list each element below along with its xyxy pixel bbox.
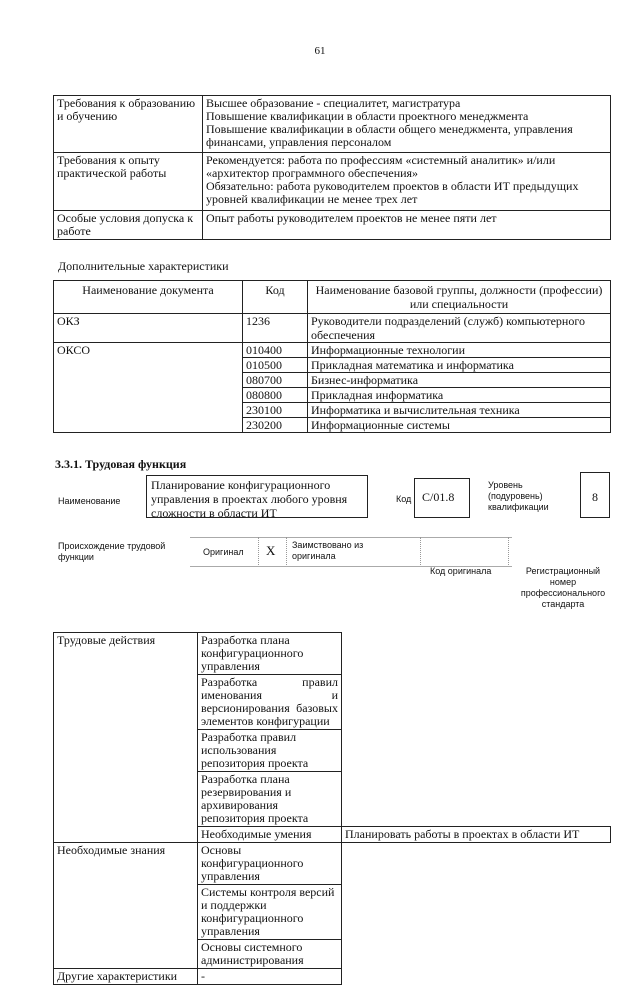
header-name: Наименование базовой группы, должности (профессии) или специальности: [308, 281, 611, 314]
borrowed-label: Заимствовано из оригинала: [292, 540, 364, 561]
code-original-label: Код оригинала: [430, 566, 492, 576]
code-cell: 1236: [243, 314, 308, 343]
function-code-box: C/01.8: [414, 478, 470, 518]
value-line: Опыт работы руководителем проектов не менее пяти лет: [206, 211, 497, 225]
name-cell: Бизнес-информатика: [308, 373, 611, 388]
table-row: [54, 153, 611, 211]
knowledge-item: Системы контроля версий и поддержки конфигурационного управления: [198, 885, 342, 940]
code-cell: 230200: [243, 418, 308, 433]
doc-cell: ОКЗ: [54, 314, 243, 343]
table-header: [54, 281, 611, 314]
level-box: 8: [580, 472, 610, 518]
name-cell: Информатика и вычислительная техника: [308, 403, 611, 418]
additional-table: [53, 280, 611, 433]
value-line: Повышение квалификации в области проектного менеджмента: [206, 109, 529, 123]
table-row: [54, 211, 611, 240]
table-row: [54, 314, 611, 343]
value-line: Высшее образование - специалитет, магистратура: [206, 96, 461, 110]
name-cell: Прикладная математика и информатика: [308, 358, 611, 373]
value-line: Рекомендуется: работа по профессиям «системный аналитик» и/или «архитектор программного обеспечения»: [206, 153, 556, 180]
knowledge-label: Необходимые знания: [54, 843, 198, 969]
section-title: 3.3.1. Трудовая функция: [55, 457, 187, 471]
table-row: [54, 343, 611, 358]
level-label: Уровень (подуровень) квалификации: [488, 480, 549, 512]
table-row: [54, 96, 611, 153]
header-code: Код: [243, 281, 308, 314]
row-label: Требования к образованию и обучению: [54, 96, 203, 153]
skill-item: Планировать работы в проектах в области ИТ: [342, 827, 611, 843]
table-row: [54, 969, 611, 985]
origin-divider: [286, 537, 288, 565]
labor-label: Трудовые действия: [54, 633, 198, 843]
row-label: Требования к опыту практической работы: [54, 153, 203, 211]
reg-number-label: Регистрационный номер профессионального стандарта: [520, 566, 606, 609]
origin-divider: [258, 537, 260, 565]
action-text: Разработка правил именования и версионирования базовых элементов конфигурации: [201, 675, 338, 728]
skills-label: Необходимые умения: [198, 827, 342, 843]
origin-label: Происхождение трудовой функции: [58, 541, 166, 562]
name-cell: Информационные технологии: [308, 343, 611, 358]
code-cell: 010400: [243, 343, 308, 358]
function-name-box: Планирование конфигурационного управления в проектах любого уровня сложности в области ИТ: [146, 475, 368, 518]
page-number: 61: [314, 45, 326, 57]
other-label: Другие характеристики: [54, 969, 198, 985]
action-item: [198, 675, 342, 730]
table-row: [54, 843, 611, 885]
code-cell: 080700: [243, 373, 308, 388]
code-cell: 080800: [243, 388, 308, 403]
knowledge-item: Основы конфигурационного управления: [198, 843, 342, 885]
row-label: Особые условия допуска к работе: [54, 211, 203, 240]
original-label: Оригинал: [203, 547, 244, 557]
other-value: -: [198, 969, 342, 985]
header-doc: Наименование документа: [54, 281, 243, 314]
row-value: [203, 211, 611, 240]
table-row: [54, 633, 611, 675]
name-cell: Руководители подразделений (служб) компьютерного обеспечения: [308, 314, 611, 343]
value-line: Обязательно: работа руководителем проектов в области ИТ предыдущих уровней квалификации не менее трех лет: [206, 179, 579, 206]
value-line: Повышение квалификации в области общего менеджмента, управления финансами, управления персоналом: [206, 122, 573, 149]
name-cell: Информационные системы: [308, 418, 611, 433]
knowledge-item: Основы системного администрирования: [198, 940, 342, 969]
name-label: Наименование: [58, 496, 121, 506]
action-item: Разработка правил использования репозитория проекта: [198, 730, 342, 772]
row-value: [203, 96, 611, 153]
code-label: Код: [396, 494, 412, 504]
doc-cell: ОКСО: [54, 343, 243, 433]
actions-table: [53, 632, 611, 985]
row-value: [203, 153, 611, 211]
code-cell: 010500: [243, 358, 308, 373]
origin-divider: [508, 537, 510, 565]
requirements-table: [53, 95, 611, 240]
origin-divider: [420, 537, 422, 565]
name-cell: Прикладная информатика: [308, 388, 611, 403]
code-cell: 230100: [243, 403, 308, 418]
action-item: Разработка плана резервирования и архивирования репозитория проекта: [198, 772, 342, 827]
action-item: Разработка плана конфигурационного управления: [198, 633, 342, 675]
additional-title: Дополнительные характеристики: [58, 259, 229, 273]
original-mark: X: [266, 543, 276, 558]
